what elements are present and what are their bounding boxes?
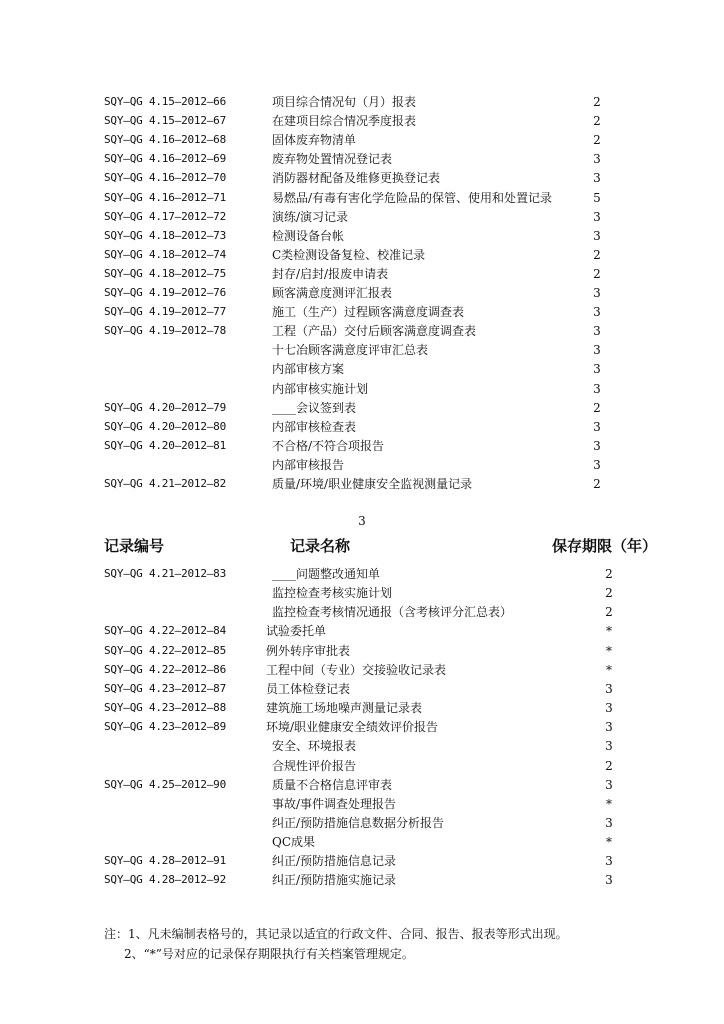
record-code: SQY—QG 4.20—2012—79 xyxy=(104,400,227,414)
retention-period: 2 xyxy=(593,95,601,109)
record-name: 检测设备台帐 xyxy=(272,228,345,243)
record-row xyxy=(0,418,724,436)
record-name: 内部审核方案 xyxy=(272,362,345,377)
retention-period: 2 xyxy=(593,247,601,262)
record-row xyxy=(0,246,724,264)
record-name: 环境/职业健康安全绩效评价报告 xyxy=(266,720,439,735)
retention-period: 2 xyxy=(593,114,601,129)
note-2: 2、“*”号对应的记录保存期限执行有关档案管理规定。 xyxy=(124,947,414,961)
record-row xyxy=(0,131,724,149)
retention-period: 3 xyxy=(593,457,601,472)
record-row xyxy=(0,437,724,455)
record-row xyxy=(0,112,724,130)
record-name: 质量/环境/职业健康安全监视测量记录 xyxy=(272,477,473,491)
record-row xyxy=(0,795,724,813)
record-name: 内部审核实施计划 xyxy=(272,381,369,396)
record-code: SQY—QG 4.20—2012—80 xyxy=(104,419,227,433)
retention-period: 3 xyxy=(593,324,601,339)
retention-period: * xyxy=(606,643,612,658)
record-name: 工程（产品）交付后顾客满意度调查表 xyxy=(272,324,477,339)
record-row xyxy=(0,265,724,283)
record-code: SQY—QG 4.18—2012—73 xyxy=(104,228,227,242)
record-code: SQY—QG 4.19—2012—76 xyxy=(104,286,227,299)
record-code: SQY—QG 4.22—2012—86 xyxy=(104,662,227,676)
retention-period: * xyxy=(606,835,612,850)
record-name: 例外转序审批表 xyxy=(266,643,351,658)
record-code: SQY—QG 4.15—2012—67 xyxy=(104,114,227,128)
record-code: SQY—QG 4.17—2012—72 xyxy=(104,209,227,223)
retention-period: 3 xyxy=(605,720,613,735)
header-record-name: 记录名称 xyxy=(290,537,351,555)
retention-period: 2 xyxy=(605,758,613,773)
record-row xyxy=(0,680,724,698)
record-name: 项目综合情况旬（月）报表 xyxy=(272,95,417,109)
record-name: 顾客满意度测评汇报表 xyxy=(272,286,393,300)
record-row xyxy=(0,833,724,851)
record-row xyxy=(0,208,724,226)
record-row xyxy=(0,584,724,602)
record-name: 安全、环境报表 xyxy=(272,739,357,754)
record-code: SQY—QG 4.23—2012—87 xyxy=(104,681,227,695)
retention-period: 3 xyxy=(593,209,601,224)
record-code: SQY—QG 4.19—2012—77 xyxy=(104,305,227,319)
record-code: SQY—QG 4.25—2012—90 xyxy=(104,777,227,791)
record-name: 内部审核报告 xyxy=(272,457,345,472)
record-name: 员工体检登记表 xyxy=(266,681,351,696)
record-row xyxy=(0,227,724,245)
record-row xyxy=(0,699,724,717)
retention-period: 2 xyxy=(593,400,601,415)
record-name: 不合格/不符合项报告 xyxy=(272,438,385,453)
record-row xyxy=(0,169,724,187)
record-row xyxy=(0,284,724,302)
retention-period: 2 xyxy=(605,605,613,620)
record-row xyxy=(0,565,724,583)
record-row xyxy=(0,737,724,755)
record-name: C类检测设备复检、校准记录 xyxy=(272,247,426,262)
retention-period: 3 xyxy=(593,343,601,358)
record-name: 合规性评价报告 xyxy=(272,758,357,773)
retention-period: 3 xyxy=(605,777,613,792)
record-name: 施工（生产）过程顾客满意度调查表 xyxy=(272,305,465,320)
retention-period: 2 xyxy=(593,477,601,491)
record-row xyxy=(0,814,724,832)
retention-period: 3 xyxy=(593,286,601,300)
record-code: SQY—QG 4.16—2012—69 xyxy=(104,152,227,166)
retention-period: 3 xyxy=(593,438,601,453)
retention-period: * xyxy=(606,796,612,811)
record-row xyxy=(0,661,724,679)
retention-period: 3 xyxy=(593,419,601,434)
record-name: 工程中间（专业）交接验收记录表 xyxy=(266,662,447,677)
record-row xyxy=(0,341,724,359)
header-record-code: 记录编号 xyxy=(104,537,165,555)
retention-period: 3 xyxy=(605,815,613,830)
record-code: SQY—QG 4.16—2012—70 xyxy=(104,171,227,185)
record-row xyxy=(0,852,724,870)
record-code: SQY—QG 4.15—2012—66 xyxy=(104,95,227,108)
record-code: SQY—QG 4.21—2012—83 xyxy=(104,567,227,580)
page-number: 3 xyxy=(358,514,366,528)
note-1: 注：1、凡未编制表格号的，其记录以适宜的行政文件、合同、报告、报表等形式出现。 xyxy=(104,927,568,941)
retention-period: 3 xyxy=(605,681,613,696)
record-row xyxy=(0,871,724,889)
record-code: SQY—QG 4.22—2012—84 xyxy=(104,624,227,638)
record-code: SQY—QG 4.22—2012—85 xyxy=(104,643,227,657)
record-code: SQY—QG 4.23—2012—89 xyxy=(104,720,227,734)
record-name: QC成果 xyxy=(272,835,316,850)
retention-period: 3 xyxy=(605,701,613,716)
record-code: SQY—QG 4.19—2012—78 xyxy=(104,324,227,338)
record-row xyxy=(0,189,724,207)
record-name: ____会议签到表 xyxy=(272,400,357,415)
header-retention-period: 保存期限（年） xyxy=(552,537,658,555)
record-row xyxy=(0,456,724,474)
record-code: SQY—QG 4.28—2012—91 xyxy=(104,854,227,868)
record-row xyxy=(0,642,724,660)
record-name: 易燃品/有毒有害化学危险品的保管、使用和处置记录 xyxy=(272,190,553,205)
record-row xyxy=(0,757,724,775)
record-code: SQY—QG 4.18—2012—75 xyxy=(104,266,227,280)
record-row xyxy=(0,303,724,321)
record-name: 内部审核检查表 xyxy=(272,419,357,434)
record-row xyxy=(0,93,724,111)
record-row xyxy=(0,399,724,417)
record-name: 消防器材配备及维修更换登记表 xyxy=(272,171,441,186)
record-name: 演练/演习记录 xyxy=(272,209,349,224)
record-row xyxy=(0,475,724,493)
record-code: SQY—QG 4.16—2012—68 xyxy=(104,133,227,147)
record-code: SQY—QG 4.28—2012—92 xyxy=(104,873,227,887)
retention-period: 3 xyxy=(593,305,601,320)
record-row xyxy=(0,150,724,168)
record-code: SQY—QG 4.21—2012—82 xyxy=(104,477,227,490)
record-name: 试验委托单 xyxy=(266,624,327,639)
record-row xyxy=(0,322,724,340)
retention-period: 3 xyxy=(605,873,613,888)
record-code: SQY—QG 4.20—2012—81 xyxy=(104,438,227,452)
retention-period: 3 xyxy=(605,854,613,869)
retention-period: 3 xyxy=(593,362,601,377)
retention-period: * xyxy=(606,662,612,677)
record-name: 废弃物处置情况登记表 xyxy=(272,152,393,167)
retention-period: 3 xyxy=(593,152,601,167)
record-row xyxy=(0,380,724,398)
record-name: 封存/启封/报废申请表 xyxy=(272,266,389,281)
record-code: SQY—QG 4.23—2012—88 xyxy=(104,701,227,715)
retention-period: 3 xyxy=(593,171,601,186)
record-name: 建筑施工场地噪声测量记录表 xyxy=(266,701,423,716)
record-row xyxy=(0,360,724,378)
record-name: 监控检查考核实施计划 xyxy=(272,586,393,601)
retention-period: 2 xyxy=(605,586,613,601)
record-name: 纠正/预防措施实施记录 xyxy=(272,873,397,888)
retention-period: 2 xyxy=(605,567,613,581)
record-code: SQY—QG 4.18—2012—74 xyxy=(104,247,227,261)
retention-period: 5 xyxy=(593,190,601,205)
record-name: 质量不合格信息评审表 xyxy=(272,777,393,792)
record-row xyxy=(0,776,724,794)
retention-period: 3 xyxy=(593,381,601,396)
record-name: 监控检查考核情况通报（含考核评分汇总表） xyxy=(272,605,513,620)
record-row xyxy=(0,622,724,640)
record-name: 事故/事件调查处理报告 xyxy=(272,796,397,811)
retention-period: 3 xyxy=(605,739,613,754)
retention-period: * xyxy=(606,624,612,639)
record-name: 在建项目综合情况季度报表 xyxy=(272,114,417,129)
record-name: 纠正/预防措施信息记录 xyxy=(272,854,397,869)
record-name: 十七冶顾客满意度评审汇总表 xyxy=(272,343,429,358)
retention-period: 2 xyxy=(593,133,601,148)
record-row xyxy=(0,603,724,621)
record-name: ____问题整改通知单 xyxy=(272,567,381,581)
retention-period: 2 xyxy=(593,266,601,281)
record-name: 固体废弃物清单 xyxy=(272,133,357,148)
record-name: 纠正/预防措施信息数据分析报告 xyxy=(272,815,445,830)
retention-period: 3 xyxy=(593,228,601,243)
record-row xyxy=(0,718,724,736)
record-code: SQY—QG 4.16—2012—71 xyxy=(104,190,227,204)
